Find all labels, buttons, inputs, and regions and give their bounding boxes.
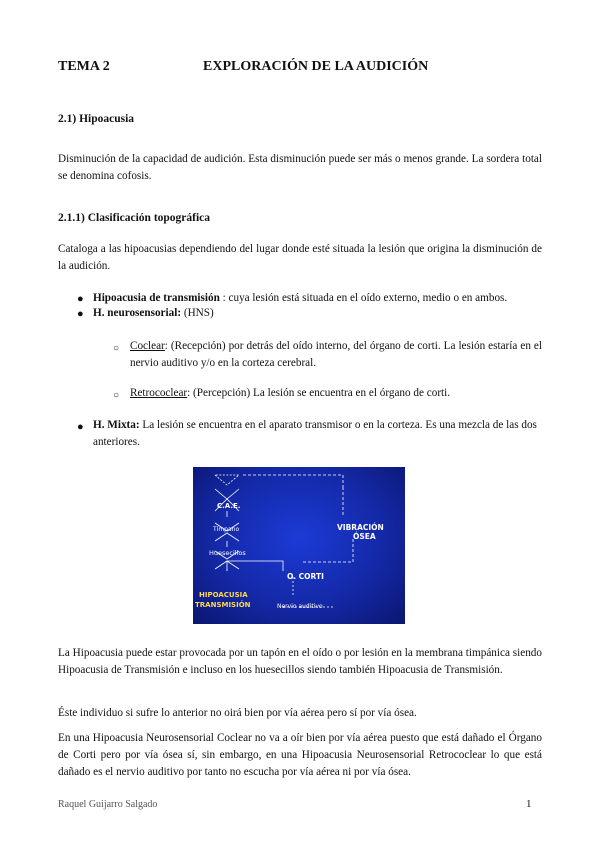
list-item-retrococlear [130,385,542,402]
bullet-dot: ● [77,293,84,305]
list-item-coclear [130,338,542,372]
bullet-dot: ● [77,421,84,433]
classification-intro: Cataloga a las hipoacusias dependiendo del lugar donde esté situada la lesión que origina la disminución de la audición. [58,243,542,272]
paragraph-neurosensorial: En una Hipoacusia Neurosensorial Coclear no va a oír bien por vía aérea puesto que está dañado el Órgano de Corti pero por vía ósea sí, sin embargo, en una Hipoacusia Neurosensorial Retrococlear lo que está dañado es el nervio auditivo por tanto no escucha por vía aérea ni por vía ósea. [58,732,542,778]
label-nervio: Nervio auditivo [277,603,323,610]
desc-neurosensorial: (HNS) [181,307,214,319]
paragraph-via-osea: Éste individuo si sufre lo anterior no oirá bien por vía aérea pero sí por vía ósea. [58,707,417,719]
desc-mixta: La lesión se encuentra en el aparato transmisor o en la corteza. Es una mezcla de las dos anteriores. [93,419,537,448]
label-huesecillos: Huesecillos [209,549,246,557]
topic-number: TEMA 2 [58,59,110,74]
term-transmision: Hipoacusia de transmisión [93,292,220,304]
term-coclear: Coclear [130,340,165,352]
page-number: 1 [526,798,532,810]
label-osea: ÓSEA [353,532,376,541]
label-hipoacusia: HIPOACUSIA [199,591,248,599]
bullet-dot: ● [77,308,84,320]
hearing-pathway-diagram [193,467,405,624]
desc-retrococlear: : (Percepción) La lesión se encuentra en el órgano de corti. [187,387,451,399]
label-corti: O. CORTI [287,572,324,581]
label-vibracion: VIBRACIÓN [337,523,384,532]
section-heading-clasificacion: 2.1.1) Clasificación topográfica [58,212,211,224]
term-mixta: H. Mixta: [93,419,140,431]
label-transmision: TRANSMISIÓN [195,601,251,609]
sub-bullet-circle: ○ [113,343,120,354]
list-item-mixta [93,417,543,451]
sub-bullet-circle: ○ [113,390,120,401]
page-title: EXPLORACIÓN DE LA AUDICIÓN [203,59,429,74]
desc-transmision: : cuya lesión está situada en el oído externo, medio o en ambos. [219,292,508,304]
label-cae: C.A.E. [217,502,241,510]
label-timpano: Tímpano [213,526,240,533]
definition-paragraph: Disminución de la capacidad de audición. Esta disminución puede ser más o menos grande. La sordera total se denomina cofosis. [58,153,542,182]
term-neurosensorial: H. neurosensorial: [93,307,182,319]
desc-coclear: : (Recepción) por detrás del oído interno, del órgano de corti. La lesión estaría en el nervio auditivo y/o en la corteza cerebral. [130,340,542,369]
section-heading-hipoacusia: 2.1) Hipoacusia [58,113,135,125]
list-item-neurosensorial [93,305,543,322]
term-retrococlear: Retrococlear [130,387,188,399]
paragraph-transmision: La Hipoacusia puede estar provocada por un tapón en el oído o por lesión en la membrana timpánica siendo Hipoacusia de Transmisión e incluso en los huesecillos siendo también Hipoacusia de Transmisión. [58,647,542,676]
footer-author: Raquel Guijarro Salgado [58,799,158,810]
